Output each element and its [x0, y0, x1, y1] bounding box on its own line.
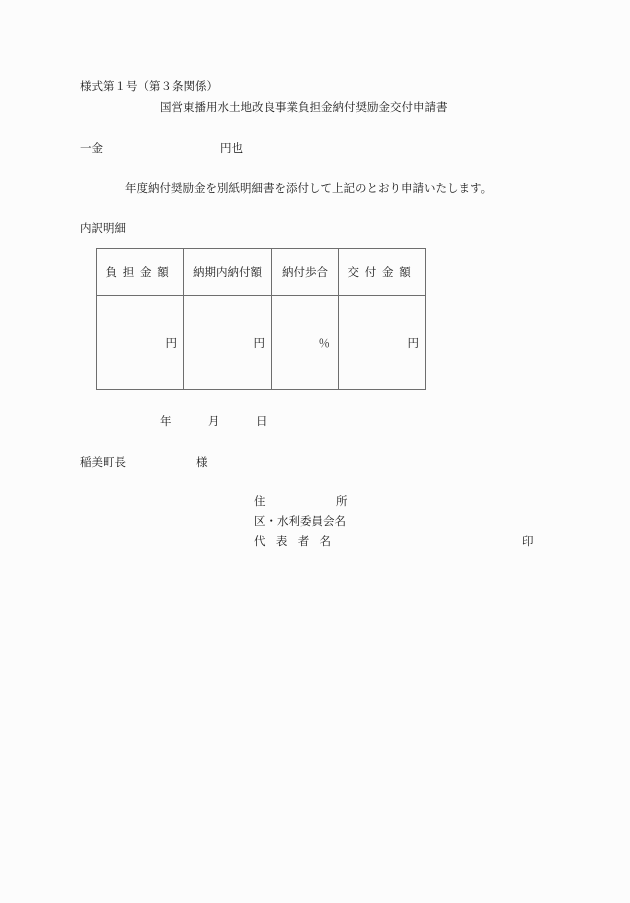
- address-label-part1: 住: [254, 494, 266, 508]
- table-row: [97, 296, 426, 390]
- form-number: 様式第１号（第３条関係）: [80, 79, 218, 93]
- date-year-label: 年: [160, 414, 172, 428]
- table-header-row: [97, 249, 426, 296]
- address-label-part2: 所: [336, 494, 348, 508]
- addressee-label: 稲美町長: [80, 455, 126, 469]
- cell-on-time-payment[interactable]: [184, 296, 272, 390]
- cell-burden-amount[interactable]: [97, 296, 184, 390]
- amount-suffix: 円也: [220, 141, 243, 155]
- yen-unit: 円: [253, 335, 265, 350]
- breakdown-label: 内訳明細: [80, 221, 126, 235]
- committee-name-label: 区・水利委員会名: [254, 514, 346, 528]
- date-day-label: 日: [256, 414, 268, 428]
- application-statement: 年度納付奨励金を別紙明細書を添付して上記のとおり申請いたします。: [125, 181, 493, 195]
- yen-unit: 円: [407, 335, 419, 350]
- date-month-label: 月: [208, 414, 220, 428]
- header-payment-rate: 納付歩合: [272, 249, 339, 296]
- addressee-honorific: 様: [196, 455, 208, 469]
- cell-payment-rate[interactable]: [272, 296, 339, 390]
- document-title: 国営東播用水土地改良事業負担金納付奨励金交付申請書: [160, 100, 448, 114]
- yen-unit: 円: [165, 335, 177, 350]
- representative-name-label: 代表者名: [254, 534, 342, 548]
- seal-mark: 印: [522, 534, 534, 548]
- header-burden-amount: 負担金額: [97, 249, 184, 296]
- header-grant-amount: 交付金額: [339, 249, 426, 296]
- cell-grant-amount[interactable]: [339, 296, 426, 390]
- header-on-time-payment: 納期内納付額: [184, 249, 272, 296]
- amount-prefix: 一金: [80, 141, 103, 155]
- breakdown-table: [96, 248, 426, 390]
- percent-unit: ％: [318, 335, 330, 350]
